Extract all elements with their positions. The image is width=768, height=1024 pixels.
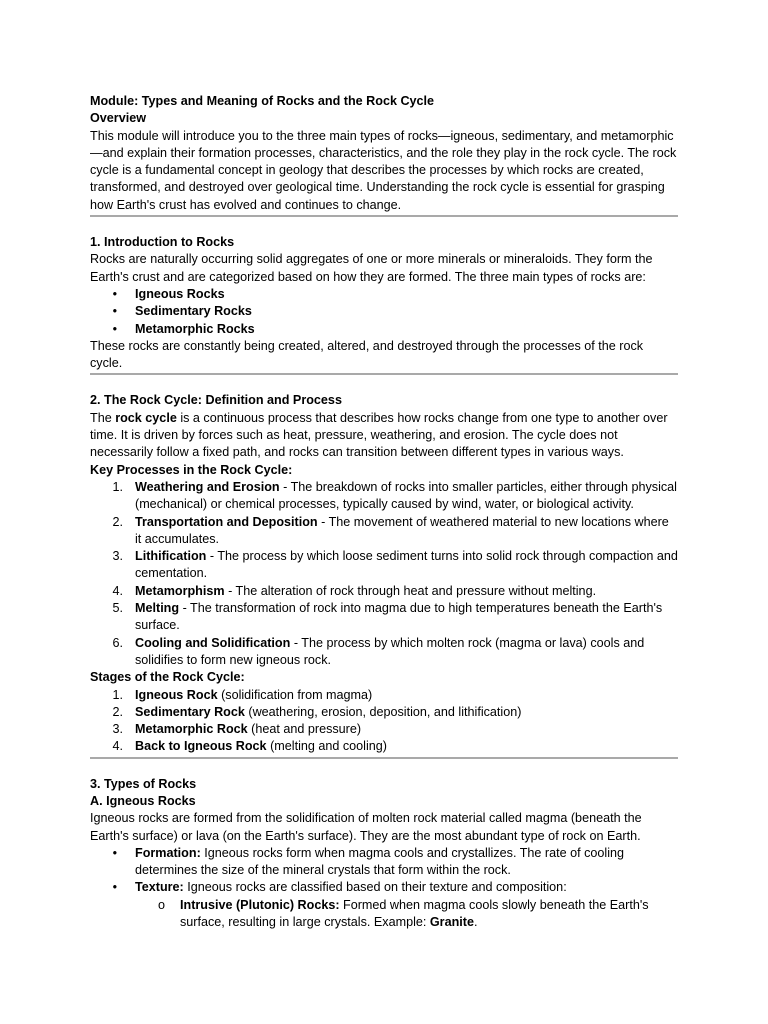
list-item: • Igneous Rocks xyxy=(90,286,678,303)
list-item: • Texture: Igneous rocks are classified based on their texture and composition: xyxy=(90,879,678,896)
list-item: 4. Metamorphism - The alteration of rock through heat and pressure without melting. xyxy=(112,583,597,598)
texture-sublist xyxy=(90,897,678,932)
list-item: 2. Transportation and Deposition - The movement of weathered material to new locations where it accumulates. xyxy=(112,514,669,546)
stages-heading: Stages of the Rock Cycle: xyxy=(90,670,245,685)
igneous-points-list xyxy=(90,845,678,897)
list-item: • Metamorphic Rocks xyxy=(90,321,678,338)
list-item: 2. Sedimentary Rock (weathering, erosion, deposition, and lithification) xyxy=(112,704,522,719)
module-title: Module: Types and Meaning of Rocks and the Rock Cycle xyxy=(90,94,435,108)
list-item: • Sedimentary Rocks xyxy=(90,303,678,320)
list-item: 1. Igneous Rock (solidification from magma) xyxy=(112,687,373,702)
bullet-marker: • xyxy=(112,286,117,301)
bullet-marker: • xyxy=(112,845,117,860)
list-item: o Intrusive (Plutonic) Rocks: Formed when magma cools slowly beneath the Earth's surface, resulting in large crystals. Example: Granite. xyxy=(158,897,649,930)
list-item: 6. Cooling and Solidification - The process by which molten rock (magma or lava) cools and solidifies to form new igneous rock. xyxy=(112,635,645,667)
section3-heading: 3. Types of Rocks xyxy=(90,776,197,791)
igneous-intro: Igneous rocks are formed from the solidification of molten rock material called magma (beneath the Earth's surface) or lava (on the Earth's surface). They are the most abundant type of rock on Earth. xyxy=(90,811,642,843)
rock-cycle-definition: The rock cycle is a continuous process that describes how rocks change from one type to another over time. It is driven by forces such as heat, pressure, weathering, and erosion. The cycle does not necessarily follow a fixed path, and rocks can transition between different types in various ways. xyxy=(90,410,668,460)
processes-list xyxy=(90,479,678,669)
sub-bullet-marker: o xyxy=(158,897,166,912)
bullet-marker: • xyxy=(112,880,117,895)
overview-text: This module will introduce you to the three main types of rocks—igneous, sedimentary, and metamorphic—and explain their formation processes, characteristics, and the role they play in the rock cycle. The rock cycle is a fundamental concept in geology that describes the processes by which rocks are created, transformed, and destroyed over geological time. Understanding the rock cycle is essential for grasping how Earth's crust has evolved and continues to change. xyxy=(90,128,677,212)
list-item: 3. Lithification - The process by which loose sediment turns into solid rock through compaction and cementation. xyxy=(112,549,678,581)
igneous-subheading: A. Igneous Rocks xyxy=(90,793,196,808)
processes-heading: Key Processes in the Rock Cycle: xyxy=(90,462,293,477)
section2-heading: 2. The Rock Cycle: Definition and Process xyxy=(90,393,342,408)
list-item: • Formation: Igneous rocks form when magma cools and crystallizes. The rate of cooling determines the size of the mineral crystals that form within the rock. xyxy=(90,845,678,880)
list-item: 5. Melting - The transformation of rock into magma due to high temperatures beneath the Earth's surface. xyxy=(112,601,663,633)
section1-heading: 1. Introduction to Rocks xyxy=(90,235,235,250)
overview-heading: Overview xyxy=(90,111,147,126)
rock-types-list xyxy=(90,286,678,338)
list-item: 1. Weathering and Erosion - The breakdown of rocks into smaller particles, either through physical (mechanical) or chemical processes, typically caused by wind, water, or biological activity. xyxy=(112,479,677,512)
list-item: 4. Back to Igneous Rock (melting and cooling) xyxy=(112,739,387,754)
bullet-marker: • xyxy=(112,321,117,336)
bullet-marker: • xyxy=(112,304,117,319)
list-item: 3. Metamorphic Rock (heat and pressure) xyxy=(112,722,362,737)
stages-list xyxy=(90,687,678,756)
section1-closing: These rocks are constantly being created, altered, and destroyed through the processes of the rock cycle. xyxy=(90,338,644,371)
section1-intro: Rocks are naturally occurring solid aggregates of one or more minerals or mineraloids. They form the Earth's crust and are categorized based on how they are formed. The three main types of rocks are: xyxy=(90,252,653,284)
